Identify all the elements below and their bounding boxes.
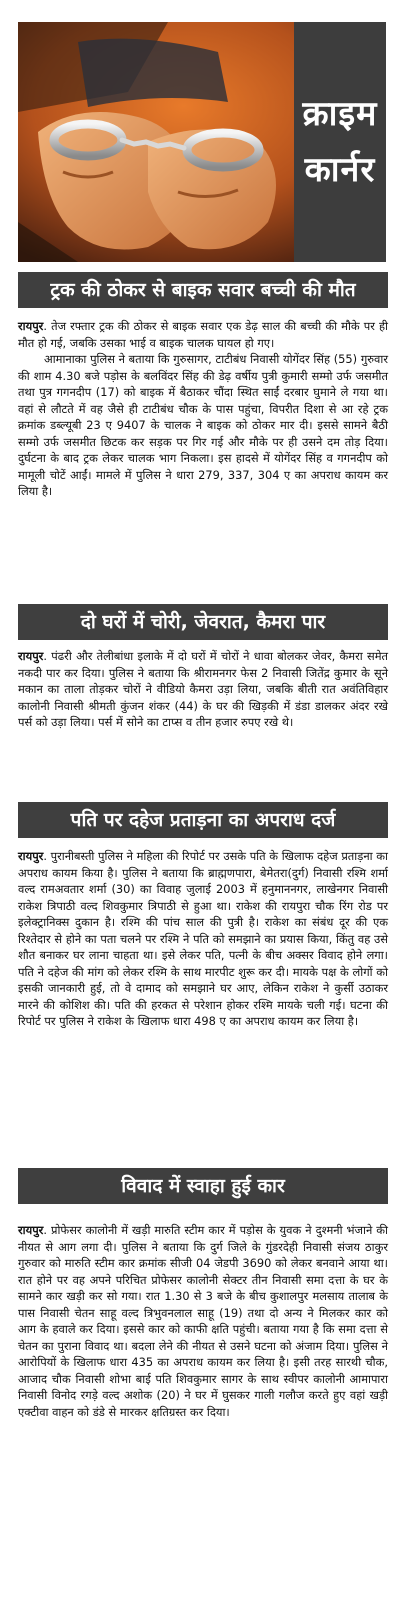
article-3-paragraph-1 xyxy=(18,848,388,1030)
article-2-body xyxy=(18,648,388,731)
article-1-lead-text: . तेज रफ्तार ट्रक की ठोकर से बाइक सवार एक डेढ़ साल की बच्ची की मौके पर ही मौत हो गई, जबकि उसका भाई व बाइक चालक घायल हो गए। xyxy=(18,319,388,350)
article-1-paragraph-2: आमानाका पुलिस ने बताया कि गुरुसागर, टाटीबंध निवासी योगेंदर सिंह (55) गुरुवार की शाम 4.30 बजे पड़ोस के बलविंदर सिंह की डेढ़ वर्षीय पुत्री कुमारी सम्मो उर्फ जसमीत तथा पुत्र गगनदीप (17) को बाइक में बैठाकर चौंदा स्थित साईं दरबार घुमाने ले गया था। वहां से लौटते में वह जैसे ही टाटीबंध चौक के पास पहुंचा, विपरीत दिशा से आ रहे ट्रक क्रमांक डब्ल्यूबी 23 ए 9407 के चालक ने बाइक को ठोकर मार दी। इससे सामने बैठी सम्मो उर्फ जसमीत छिटक कर सड़क पर गिर गई और मौके पर ही उसने दम तोड़ दिया। दुर्घटना के बाद ट्रक लेकर चालक भाग निकला। इस हादसे में योगेंदर सिंह व गगनदीप को मामूली चोटें आईं। मामले में पुलिस ने धारा 279, 337, 304 ए का अपराध कायम कर लिया है। xyxy=(18,352,388,498)
article-4-body xyxy=(18,1222,388,1420)
article-4-lead-text: . प्रोफेसर कालोनी में खड़ी मारुति स्टीम कार में पड़ोस के युवक ने दुश्मनी भंजाने की नीयत से आग लगा दी। पुलिस ने बताया कि दुर्ग जिले के गुंडरदेही निवासी संजय ठाकुर गुरुवार को मारुति स्टीम कार क्रमांक सीजी 04 जेडपी 3690 को लेकर बनवाने आया था। रात होने पर वह अपने परिचित प्रोफेसर कालोनी सेक्टर तीन निवासी समा दत्ता के घर के सामने कार खड़ी कर सो गया। रात 1.30 से 3 बजे के बीच कुशालपुर मलसाय तालाब के पास निवासी चेतन साहू वल्द त्रिभुवनलाल साहू (19) तथा दो अन्य ने मिलकर कार को आग के हवाले कर दिया। इससे कार को काफी क्षति पहुंची। बताया गया है कि समा दत्ता से चेतन का पुराना विवाद था। बदला लेने की नीयत से उसने घटना को अंजाम दिया। पुलिस ने आरोपियों के खिलाफ धारा 435 का अपराध कायम कर लिया है। इसी तरह सारथी चौक, आजाद चौक निवासी शोभा बाई पति शिवकुमार सागर के साथ स्वीपर कालोनी आमापारा निवासी विनोद रगड़े वल्द अशोक (20) ने घर में घुसकर गाली गलौज करते हुए वहां खड़ी एक्टीवा वाहन को डंडे से मारकर क्षतिग्रस्त कर दिया। xyxy=(18,1223,388,1419)
article-2-lead-text: . पंढरी और तेलीबांधा इलाके में दो घरों में चोरों ने धावा बोलकर जेवर, कैमरा समेत नकदी पार कर दिया। पुलिस ने बताया कि श्रीरामनगर फेस 2 निवासी जितेंद्र कुमार के सूने मकान का ताला तोड़कर चोरों ने वीडियो कैमरा उड़ा लिया, जबकि बीती रात अवंतिविहार कालोनी निवासी श्रीमती कुंजन शंकर (44) के घर की खिड़की में डंडा डालकर अंदर रखे पर्स को उड़ा लिया। पर्स में सोने का टाप्स व तीन हजार रुपए रखे थे। xyxy=(18,649,388,729)
article-2-paragraph-1 xyxy=(18,648,388,731)
crime-corner-title xyxy=(294,22,386,262)
article-1-paragraph-1 xyxy=(18,318,388,351)
crime-corner-banner xyxy=(18,22,386,262)
article-4-headline: विवाद में स्वाहा हुई कार xyxy=(18,1168,388,1204)
article-2-headline: दो घरों में चोरी, जेवरात, कैमरा पार xyxy=(18,604,388,640)
article-3-dateline: रायपुर xyxy=(18,849,44,863)
article-3-body xyxy=(18,848,388,1030)
article-4-paragraph-1 xyxy=(18,1222,388,1420)
article-3-lead-text: . पुरानीबस्ती पुलिस ने महिला की रिपोर्ट पर उसके पति के खिलाफ दहेज प्रताड़ना का अपराध कायम किया है। पुलिस ने बताया कि ब्राह्मणपारा, बेमेतरा(दुर्ग) निवासी रश्मि शर्मा वल्द रामअवतार शर्मा (30) का विवाह जुलाई 2003 में हनुमाननगर, लाखेनगर निवासी राकेश त्रिपाठी वल्द शिवकुमार त्रिपाठी से हुआ था। राकेश की रायपुरा चौक रिंग रोड पर इलेक्ट्रानिक्स दुकान है। रश्मि की पांच साल की पुत्री है। राकेश का संबंध दूर की एक रिश्तेदार से होने का पता चलने पर रश्मि ने पति को समझाने का प्रयास किया, किंतु वह उसे शौत बनाकर घर लाना चाहता था। इसे लेकर पति, पत्नी के बीच अक्सर विवाद होने लगा। पति ने दहेज की मांग को लेकर रश्मि के साथ मारपीट शुरू कर दी। मायके पक्ष के लोगों को इसकी जानकारी हुई, तो वे दामाद को समझाने घर आए, लेकिन राकेश ने कुर्सी उठाकर मारने की कोशिश की। पति की हरकत से परेशान होकर रश्मि मायके चली गई। घटना की रिपोर्ट पर पुलिस ने राकेश के खिलाफ धारा 498 ए का अपराध कायम कर लिया है। xyxy=(18,849,388,1028)
article-1-body xyxy=(18,318,388,500)
crime-corner-title-line1: क्राइम xyxy=(302,94,378,134)
article-1-headline: ट्रक की ठोकर से बाइक सवार बच्ची की मौत xyxy=(18,272,388,308)
article-3-headline: पति पर दहेज प्रताड़ना का अपराध दर्ज xyxy=(18,802,388,838)
crime-corner-title-line2: कार्नर xyxy=(304,150,376,190)
article-1-dateline: रायपुर xyxy=(18,319,44,333)
article-2-dateline: रायपुर xyxy=(18,649,44,663)
article-4-dateline: रायपुर xyxy=(18,1223,44,1237)
